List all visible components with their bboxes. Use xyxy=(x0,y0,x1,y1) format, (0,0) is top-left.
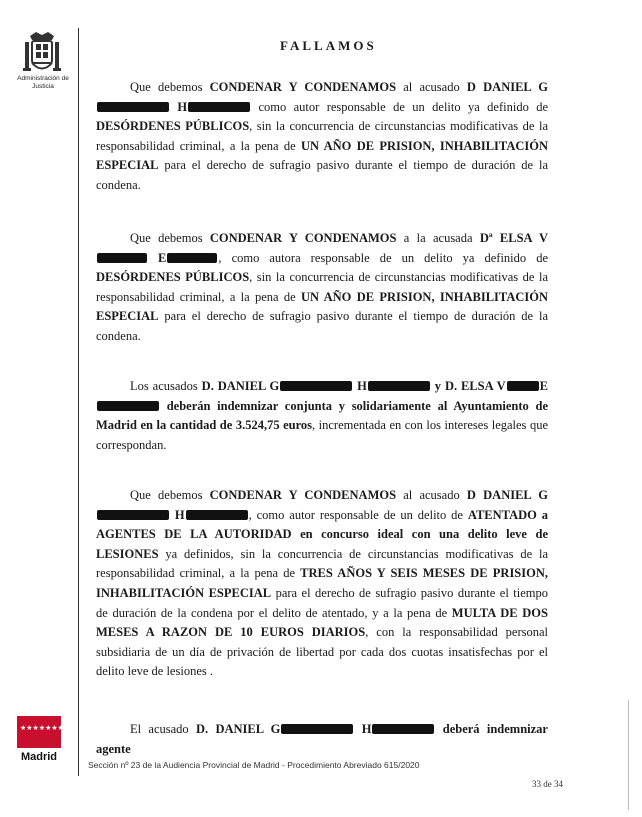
ruling-paragraph-2: Que debemos CONDENAR Y CONDENAMOS a la acusada Dª ELSA V E , como autora responsable de un delito ya definido de DESÓRDENES PÚBLICOS, sin la concurrencia de circunstancias modificativas de la responsabilidad criminal, a la pena de UN AÑO DE PRISION, INHABILITACIÓN ESPECIAL para el derecho de sufragio pasivo durante el tiempo de duración de la condena. xyxy=(96,231,548,343)
redaction-bar xyxy=(368,381,430,391)
scan-edge xyxy=(628,700,629,810)
redaction-bar xyxy=(97,510,169,520)
ruling-paragraph-5: El acusado D. DANIEL G H deberá indemnizar agente xyxy=(96,722,548,756)
page-number: 33 de 34 xyxy=(532,779,563,789)
redaction-bar xyxy=(97,401,159,411)
ruling-paragraph-4: Que debemos CONDENAR Y CONDENAMOS al acusado D DANIEL G H , como autor responsable de un delito de ATENTADO a AGENTES DE LA AUTORIDAD en concurso ideal con una delito leve de LESIONES ya definidos, sin la concurrencia de circunstancias modificativas de la responsabilidad criminal, a la pena de TRES AÑOS Y SEIS MESES DE PRISION, INHABILITACIÓN ESPECIAL para el derecho de sufragio pasivo durante el tiempo de duración de la condena por el delito de atentado, y a la pena de MULTA DE DOS MESES A RAZON DE 10 EUROS DIARIOS, con la responsabilidad personal subsidiaria de un día de privación de libertad por cada dos cuotas insatisfechas por el delito leve de lesiones . xyxy=(96,488,548,679)
redaction-bar xyxy=(97,253,147,263)
redaction-bar xyxy=(507,381,539,391)
madrid-flag-icon: ★★★★★★★ xyxy=(17,716,61,748)
redaction-bar xyxy=(167,253,217,263)
redaction-bar xyxy=(97,102,169,112)
ruling-paragraph-1: Que debemos CONDENAR Y CONDENAMOS al acusado D DANIEL G H como autor responsable de un delito ya definido de DESÓRDENES PÚBLICOS, sin la concurrencia de circunstancias modificativas de la responsabilidad criminal, a la pena de UN AÑO DE PRISION, INHABILITACIÓN ESPECIAL para el derecho de sufragio pasivo durante el tiempo de duración de la condena. xyxy=(96,80,548,192)
page-title: FALLAMOS xyxy=(280,38,377,53)
coat-of-arms-icon xyxy=(22,30,62,76)
redaction-bar xyxy=(280,381,352,391)
ruling-paragraph-3: Los acusados D. DANIEL G H y D. ELSA V E deberán indemnizar conjunta y solidariamente al Ayuntamiento de Madrid en la cantidad de 3.524,75 euros, incrementada en con los intereses legales que correspondan. xyxy=(96,379,549,452)
madrid-label: Madrid xyxy=(20,751,58,763)
margin-rule xyxy=(78,28,79,776)
redaction-bar xyxy=(372,724,434,734)
redaction-bar xyxy=(186,510,248,520)
redaction-bar xyxy=(281,724,353,734)
seal-label: Administración de Justicia xyxy=(17,75,69,90)
footer-text: Sección nº 23 de la Audiencia Provincial de Madrid - Procedimiento Abreviado 615/2020 xyxy=(88,760,420,770)
redaction-bar xyxy=(188,102,250,112)
